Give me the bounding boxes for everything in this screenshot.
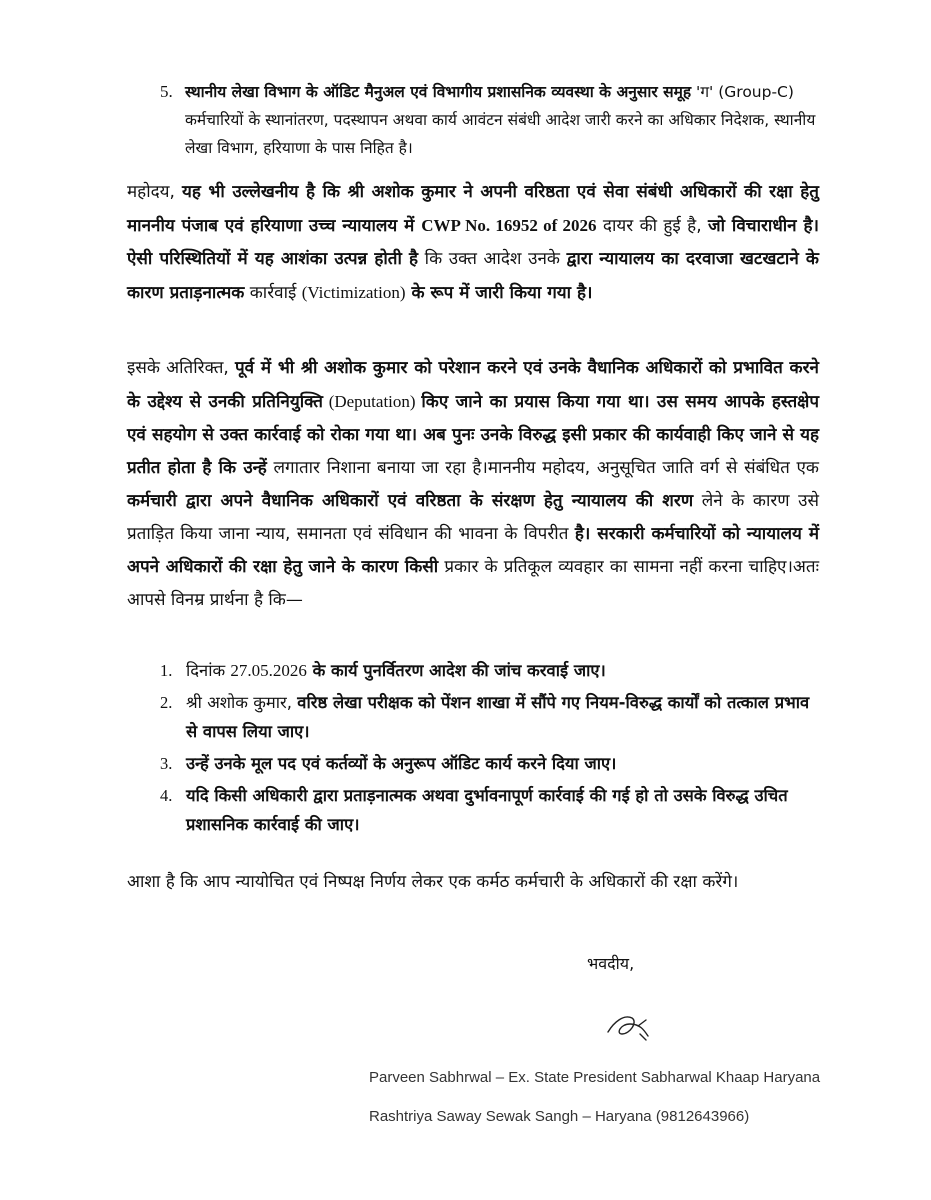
paragraph-closing-hope: आशा है कि आप न्यायोचित एवं निष्पक्ष निर्णय लेकर एक कर्मठ कर्मचारी के अधिकारों की रक्षा करेंगे। (127, 872, 739, 892)
point-5 (160, 78, 820, 162)
sender-org-line: Rashtriya Saway Sewak Sangh – Haryana (9812643966) (369, 1108, 750, 1125)
request-item: 3. उन्हें उनके मूल पद एवं कर्तव्यों के अनुरूप ऑडिट कार्य करने दिया जाए। (160, 754, 617, 773)
closing-salutation: भवदीय, (587, 954, 635, 973)
paragraph-deputation: इसके अतिरिक्त, पूर्व में भी श्री अशोक कुमार को परेशान करने एवं उनके वैधानिक अधिकारों को प्रभावित करने के उद्देश्य से उनकी प्रतिनियुक्ति (Deputation) किए जाने का प्रयास किया गया था। उस समय आपके हस्तक्षेप एवं सहयोग से उक्त कार्रवाई को रोका गया था। अब पुनः उनके विरुद्ध इसी प्रकार की कार्यवाही किए जाने से यह प्रतीत होता है कि उन्हें लगातार निशाना बनाया जा रहा है।माननीय महोदय, अनुसूचित जाति वर्ग से संबंधित एक कर्मचारी द्वारा अपने वैधानिक अधिकारों एवं वरिष्ठता के संरक्षण हेतु न्यायालय की शरण लेने के कारण उसे प्रताड़ित किया जाना न्याय, समानता एवं संविधान की भावना के विपरीत है। सरकारी कर्मचारियों को न्यायालय में अपने अधिकारों की रक्षा हेतु जाने के कारण किसी प्रकार के प्रतिकूल व्यवहार का सामना नहीं करना चाहिए।अतः आपसे विनम्र प्रार्थना है कि— (127, 358, 820, 610)
signature-image (600, 1000, 660, 1050)
request-item: 2. श्री अशोक कुमार, वरिष्ठ लेखा परीक्षक को पेंशन शाखा में सौंपे गए नियम-विरुद्ध कार्यों को तत्काल प्रभाव से वापस लिया जाए। (160, 693, 810, 741)
point-5-text: स्थानीय लेखा विभाग के ऑडिट मैनुअल एवं विभागीय प्रशासनिक व्यवस्था के अनुसार समूह 'ग' (Group-C) कर्मचारियों के स्थानांतरण, पदस्थापन अथवा कार्य आवंटन संबंधी आदेश जारी करने का अधिकार निदेशक, स्थानीय लेखा विभाग, हरियाणा के पास निहित है। (185, 83, 816, 157)
sender-name-line: Parveen Sabhrwal – Ex. State President Sabharwal Khaap Haryana (369, 1069, 821, 1086)
point-5-number: 5. (160, 82, 173, 101)
request-item: 4. यदि किसी अधिकारी द्वारा प्रताड़नात्मक अथवा दुर्भावनापूर्ण कार्रवाई की गई हो तो उसके विरुद्ध उचित प्रशासनिक कार्रवाई की जाए। (160, 786, 788, 834)
request-list (160, 656, 816, 842)
request-item: 1. दिनांक 27.05.2026 के कार्य पुनर्वितरण आदेश की जांच करवाई जाए। (160, 661, 606, 680)
paragraph-court-case: महोदय, यह भी उल्लेखनीय है कि श्री अशोक कुमार ने अपनी वरिष्ठता एवं सेवा संबंधी अधिकारों की रक्षा हेतु माननीय पंजाब एवं हरियाणा उच्च न्यायालय में CWP No. 16952 of 2026 दायर की हुई है, जो विचाराधीन है। ऐसी परिस्थितियों में यह आशंका उत्पन्न होती है कि उक्त आदेश उनके द्वारा न्यायालय का दरवाजा खटखटाने के कारण प्रताड़नात्मक कार्रवाई (Victimization) के रूप में जारी किया गया है। (127, 182, 819, 303)
